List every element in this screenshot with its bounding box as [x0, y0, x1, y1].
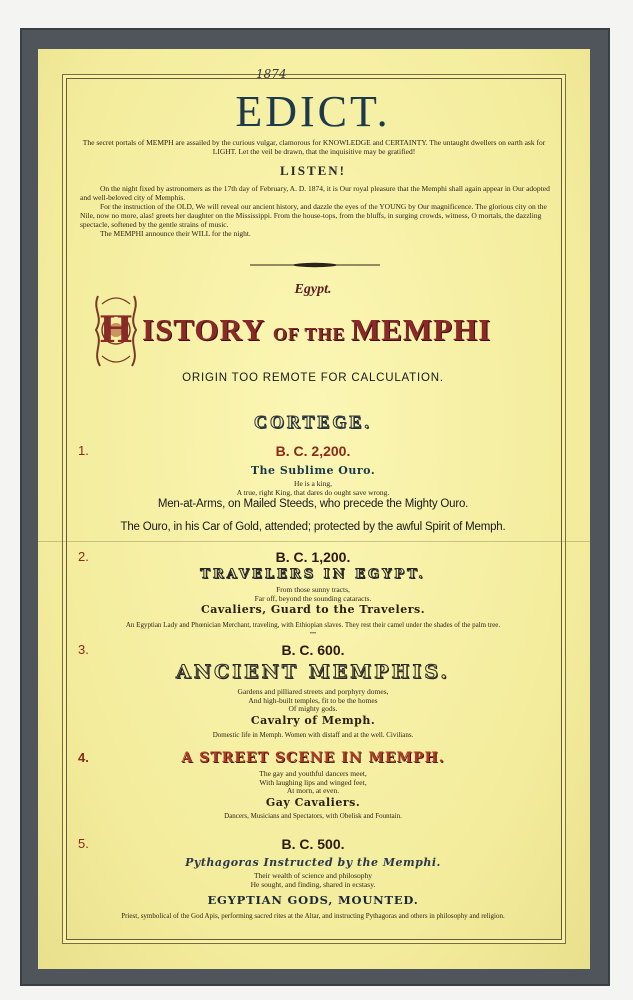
paragraph-3: The MEMPHI announce their WILL for the night.: [100, 229, 251, 238]
section-description: An Egyptian Lady and Phœnician Merchant, traveling, with Ethiopian slaves. They rest their camel under the shades of the palm tree.: [125, 621, 501, 629]
paper-fold-line: [38, 541, 590, 542]
section-verse: [66, 688, 560, 714]
memphi-word: MEMPHI: [350, 312, 492, 347]
section-number: 5.: [78, 836, 89, 851]
section-subheading: Cavalry of Memph.: [250, 714, 376, 727]
section-heading: TRAVELERS IN EGYPT.: [200, 567, 426, 582]
verse-line: From those sunny tracts,: [276, 585, 350, 594]
handwritten-year: 1874: [256, 67, 287, 81]
ornament-dots: •••: [309, 631, 317, 637]
section-number: 3.: [78, 642, 89, 657]
section-heading: The Sublime Ouro.: [250, 464, 376, 477]
section-number: 1.: [78, 443, 89, 458]
proclamation-text: [80, 184, 550, 238]
section-line: The Ouro, in his Car of Gold, attended; protected by the awful Spirit of Memph.: [120, 521, 506, 533]
section-heading: Pythagoras Instructed by the Memphi.: [185, 856, 441, 869]
verse-line: With laughing lips and winged feet,: [259, 777, 367, 787]
paragraph-1: On the night fixed by astronomers as the 17th day of February, A. D. 1874, it is Our royal pleasure that the Memphi shall again appear in Our adopted and well-beloved city of Memphis.: [80, 184, 550, 202]
verse-line: At morn, at even.: [286, 786, 340, 795]
section-heading: ANCIENT MEMPHIS.: [175, 661, 451, 683]
divider-ornament: [250, 262, 380, 268]
verse-line: He is a king,: [294, 479, 332, 488]
of-the-word: OF THE: [272, 324, 351, 344]
verse-line: Of mighty gods.: [288, 704, 338, 713]
section-verse: [66, 586, 560, 603]
history-word: ISTORY: [142, 312, 273, 347]
verse-line: And high-built temples, fit to be the homes: [248, 695, 378, 705]
egypt-subtitle: Egypt.: [294, 282, 332, 297]
section-verse: [66, 872, 560, 889]
ornate-initial-h-icon: [90, 290, 142, 370]
verse-line: Gardens and pilliared streets and porphyry domes,: [237, 687, 389, 696]
cortege-heading: CORTEGE.: [254, 412, 372, 432]
section-line: Men-at-Arms, on Mailed Steeds, who precede the Mighty Ouro.: [157, 498, 469, 510]
section-subheading: EGYPTIAN GODS, MOUNTED.: [207, 893, 419, 907]
section-description: Dancers, Musicians and Spectators, with Obelisk and Fountain.: [224, 812, 402, 820]
section-subheading: Gay Cavaliers.: [265, 796, 361, 809]
section-heading: A STREET SCENE IN MEMPH.: [181, 750, 445, 766]
origin-subtitle: ORIGIN TOO REMOTE FOR CALCULATION.: [182, 372, 444, 384]
section-year: B. C. 600.: [281, 642, 345, 658]
history-title-block: [90, 290, 560, 372]
section-year: B. C. 500.: [281, 836, 345, 852]
verse-line: Far off, beyond the sounding cataracts.: [254, 593, 372, 603]
paragraph-2: For the instruction of the OLD, We will reveal our ancient history, and dazzle the eyes of the YOUNG by Our magnificence. The glorious city on the Nile, now no more, alas! greets her daughter on the Mississippi. From the house-tops, from the bluffs, in surging crowds, witness, O mortals, the dazzling spectacle, softened by the gentle strains of music.: [80, 202, 547, 229]
verse-line: He sought, and finding, shared in ecstasy.: [250, 879, 376, 889]
section-number: 2.: [78, 549, 89, 564]
verse-line: The gay and youthful dancers meet,: [259, 769, 367, 778]
section-year: B. C. 1,200.: [275, 549, 351, 565]
section-description: Priest, symbolical of the God Apis, performing sacred rites at the Altar, and instructing Pythagoras and others in philosophy and religion.: [121, 912, 505, 920]
section-verse: [66, 480, 560, 497]
initial-letter: H: [98, 309, 134, 351]
verse-line: A true, right King, that dares do ought save wrong.: [236, 487, 390, 497]
edict-title: EDICT.: [235, 87, 391, 136]
section-subheading: Cavaliers, Guard to the Travelers.: [200, 603, 426, 616]
verse-line: Their wealth of science and philosophy: [253, 871, 373, 880]
listen-heading: LISTEN!: [279, 163, 347, 178]
intro-text: The secret portals of MEMPH are assailed by the curious vulgar, clamorous for KNOWLEDGE and CERTAINTY. The untaught dwellers on earth ask for LIGHT. Let the veil be drawn, that the inquisitive may be gratified!: [82, 138, 546, 156]
section-year: B. C. 2,200.: [275, 443, 351, 459]
history-title: [142, 312, 491, 348]
section-number: 4.: [78, 750, 89, 765]
section-description: Domestic life in Memph. Women with distaff and at the well. Civilians.: [212, 731, 414, 739]
section-verse: [66, 770, 560, 796]
